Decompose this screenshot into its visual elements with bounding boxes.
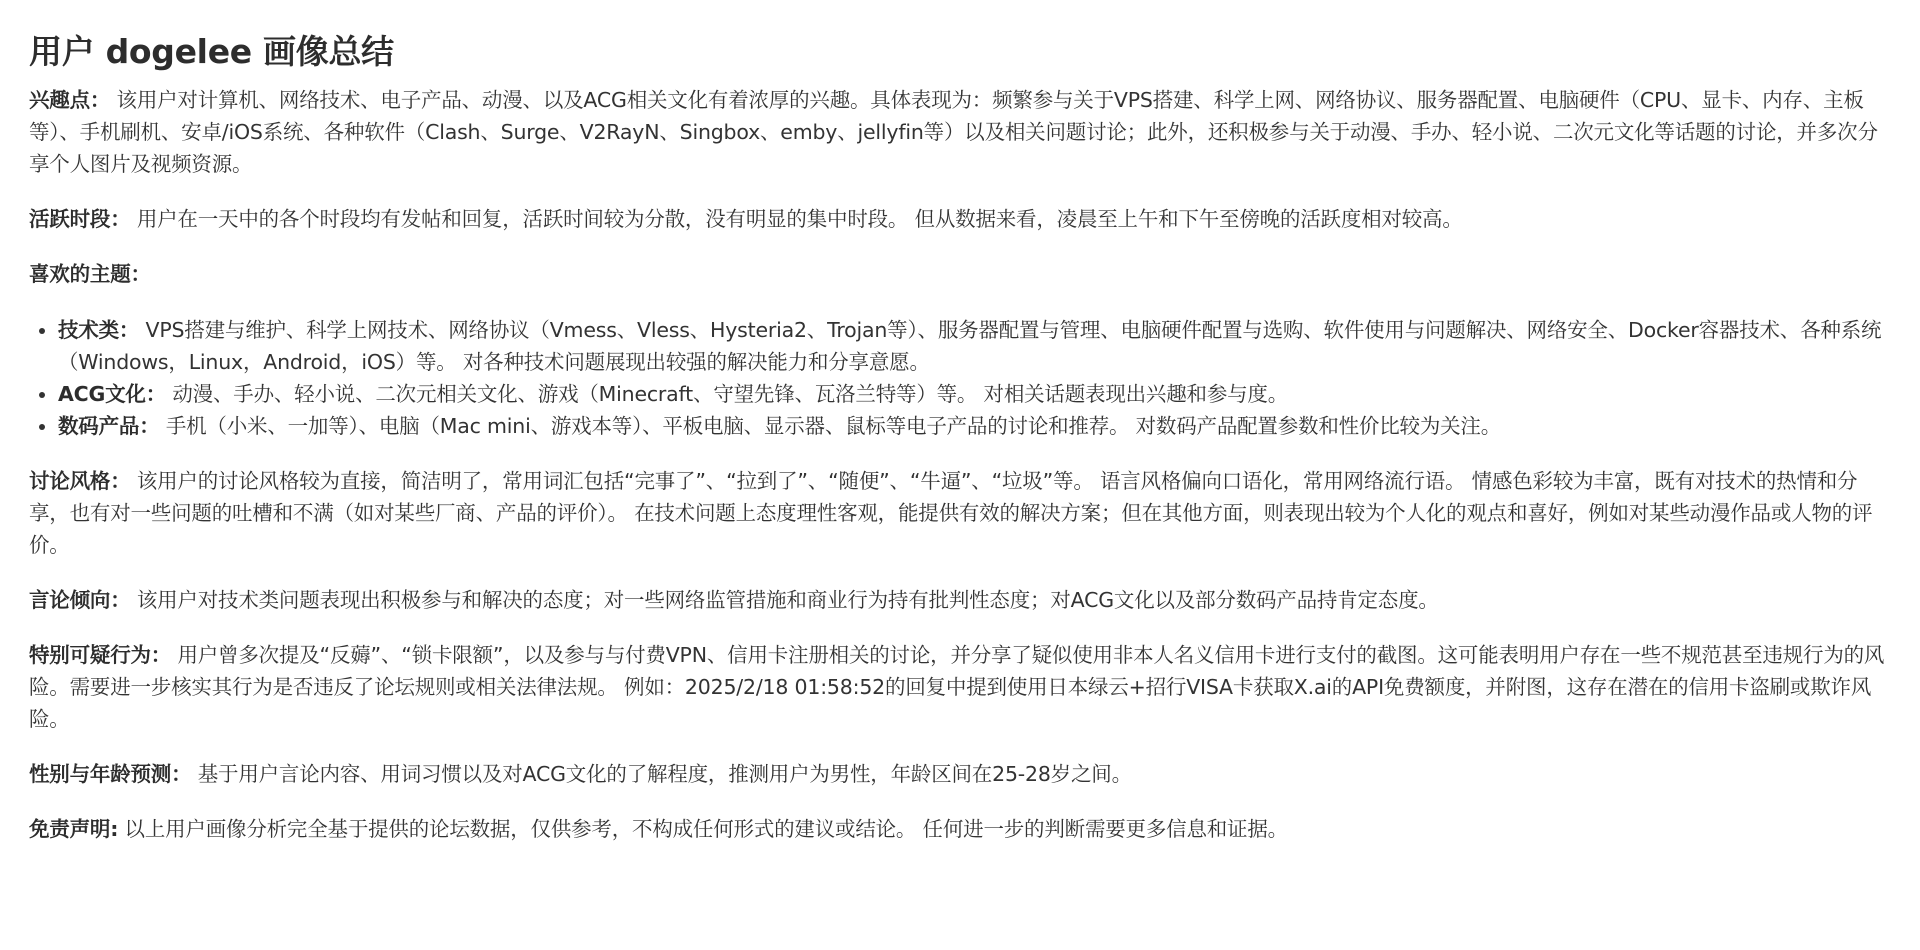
interests-section [29, 84, 1894, 180]
interests-label: 兴趣点： [29, 88, 111, 112]
suspicious-behavior-section [29, 639, 1894, 735]
speech-tendency-text: 该用户对技术类问题表现出积极参与和解决的态度；对一些网络监管措施和商业行为持有批判性态度；对ACG文化以及部分数码产品持肯定态度。 [136, 588, 1439, 612]
discussion-style-text: 该用户的讨论风格较为直接，简洁明了，常用词汇包括“完事了”、“拉到了”、“随便”、“牛逼”、“垃圾”等。 语言风格偏向口语化，常用网络流行语。 情感色彩较为丰富，既有对技术的热情和分享，也有对一些问题的吐槽和不满（如对某些厂商、产品的评价）。 在技术问题上态度理性客观，能提供有效的解决方案；但在其他方面，则表现出较为个人化的观点和喜好，例如对某些动漫作品或人物的评价。 [29, 469, 1873, 557]
active-time-section [29, 203, 1894, 235]
disclaimer-section [29, 813, 1894, 845]
suspicious-behavior-text: 用户曾多次提及“反薅”、“锁卡限额”，以及参与与付费VPN、信用卡注册相关的讨论，并分享了疑似使用非本人名义信用卡进行支付的截图。这可能表明用户存在一些不规范甚至违规行为的风险。需要进一步核实其行为是否违反了论坛规则或相关法律法规。 例如：2025/2/18 01:58:52的回复中提到使用日本绿云+招行VISA卡获取X.ai的API免费额度，并附图，这存在潜在的信用卡盗刷或欺诈风险。 [29, 643, 1885, 731]
list-item [58, 378, 1894, 410]
favorite-topics-section [29, 258, 1894, 290]
speech-tendency-label: 言论倾向： [29, 588, 131, 612]
gender-age-label: 性别与年龄预测： [29, 762, 192, 786]
topic-text: 动漫、手办、轻小说、二次元相关文化、游戏（Minecraft、守望先锋、瓦洛兰特等）等。 对相关话题表现出兴趣和参与度。 [172, 382, 1289, 406]
favorite-topics-list [29, 314, 1894, 442]
topic-label: 技术类： [58, 318, 140, 342]
speech-tendency-section [29, 584, 1894, 616]
profile-summary-document [29, 30, 1894, 845]
gender-age-section [29, 758, 1894, 790]
discussion-style-label: 讨论风格： [29, 469, 131, 493]
favorite-topics-label: 喜欢的主题： [29, 262, 151, 286]
disclaimer-text: 以上用户画像分析完全基于提供的论坛数据，仅供参考，不构成任何形式的建议或结论。 任何进一步的判断需要更多信息和证据。 [124, 817, 1288, 841]
list-item [58, 314, 1894, 378]
suspicious-behavior-label: 特别可疑行为： [29, 643, 172, 667]
gender-age-text: 基于用户言论内容、用词习惯以及对ACG文化的了解程度，推测用户为男性，年龄区间在25-28岁之间。 [197, 762, 1132, 786]
interests-text: 该用户对计算机、网络技术、电子产品、动漫、以及ACG相关文化有着浓厚的兴趣。具体表现为：频繁参与关于VPS搭建、科学上网、网络协议、服务器配置、电脑硬件（CPU、显卡、内存、主板等）、手机刷机、安卓/iOS系统、各种软件（Clash、Surge、V2RayN、Singbox、emby、jellyfin等）以及相关问题讨论；此外，还积极参与关于动漫、手办、轻小说、二次元文化等话题的讨论，并多次分享个人图片及视频资源。 [29, 88, 1878, 176]
active-time-text: 用户在一天中的各个时段均有发帖和回复，活跃时间较为分散，没有明显的集中时段。 但从数据来看，凌晨至上午和下午至傍晚的活跃度相对较高。 [136, 207, 1463, 231]
disclaimer-label: 免责声明: [29, 817, 119, 841]
active-time-label: 活跃时段： [29, 207, 131, 231]
list-item [58, 410, 1894, 442]
topic-label: 数码产品： [58, 414, 160, 438]
page-title: 用户 dogelee 画像总结 [29, 32, 394, 71]
topic-text: VPS搭建与维护、科学上网技术、网络协议（Vmess、Vless、Hysteria2、Trojan等）、服务器配置与管理、电脑硬件配置与选购、软件使用与问题解决、网络安全、Docker容器技术、各种系统（Windows，Linux，Android，iOS）等。 对各种技术问题展现出较强的解决能力和分享意愿。 [58, 318, 1882, 374]
topic-text: 手机（小米、一加等）、电脑（Mac mini、游戏本等）、平板电脑、显示器、鼠标等电子产品的讨论和推荐。 对数码产品配置参数和性价比较为关注。 [165, 414, 1502, 438]
topic-label: ACG文化： [58, 382, 167, 406]
discussion-style-section [29, 465, 1894, 561]
